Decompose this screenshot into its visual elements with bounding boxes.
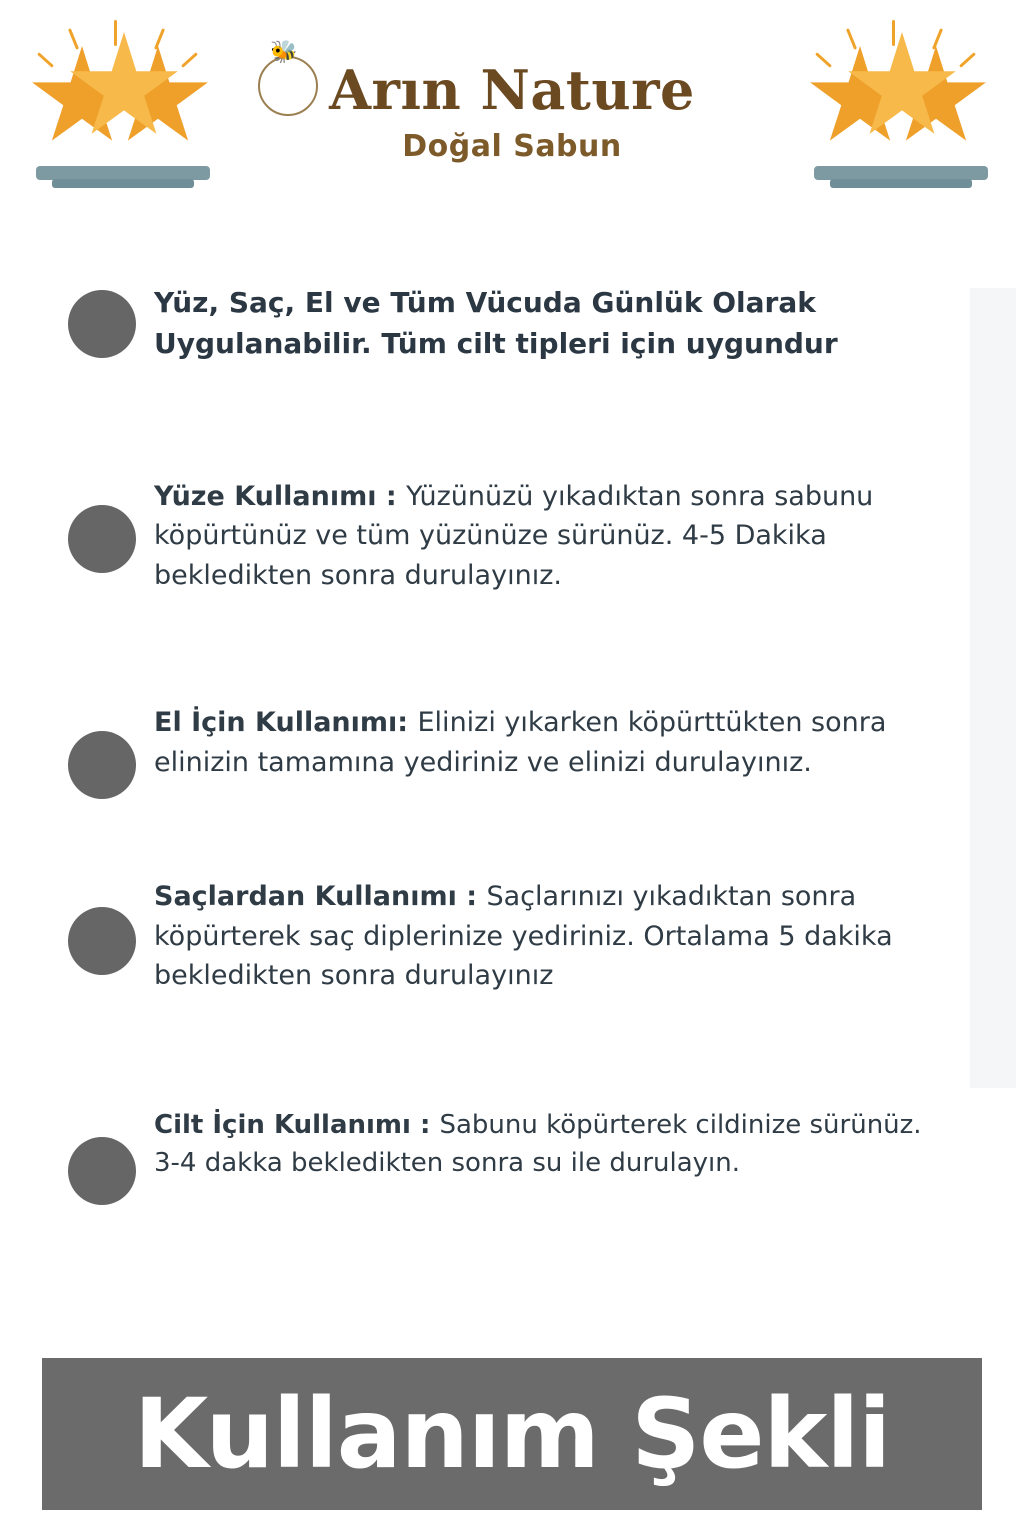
bullet-icon bbox=[68, 290, 136, 358]
list-item bbox=[0, 477, 1024, 595]
usage-list bbox=[0, 282, 1024, 1205]
spark-line bbox=[181, 52, 198, 68]
trophy-base bbox=[814, 166, 988, 180]
list-item-body: Elinizi yıkarken köpürttükten sonra elinizin tamamına yediriniz ve elinizi durulayınız. bbox=[154, 707, 887, 778]
bullet-icon bbox=[68, 731, 136, 799]
list-item-text bbox=[154, 1107, 944, 1183]
list-item-text: Yüz, Saç, El ve Tüm Vücuda Günlük Olarak Uygulanabilir. Tüm cilt tipleri için uygundur bbox=[154, 286, 838, 361]
list-item bbox=[0, 703, 1024, 799]
list-item bbox=[0, 282, 1024, 365]
footer-banner bbox=[42, 1358, 982, 1510]
list-item-lead: El İçin Kullanımı: bbox=[154, 707, 418, 739]
header bbox=[0, 0, 1024, 215]
spark-line bbox=[37, 52, 54, 68]
star-trophy-icon-right bbox=[806, 28, 996, 188]
bullet-icon bbox=[68, 1137, 136, 1205]
brand-subtitle: Doğal Sabun bbox=[402, 128, 622, 164]
spark-line bbox=[959, 52, 976, 68]
list-item bbox=[0, 877, 1024, 995]
spark-line bbox=[892, 20, 895, 46]
brand-logo bbox=[252, 40, 772, 164]
spark-line bbox=[932, 28, 943, 50]
list-item-lead: Yüze Kullanımı : bbox=[154, 480, 407, 512]
trophy-base-lower bbox=[830, 179, 972, 188]
list-item-text bbox=[154, 877, 944, 995]
list-item bbox=[0, 1107, 1024, 1205]
spark-line bbox=[154, 28, 165, 50]
trophy-base-lower bbox=[52, 179, 194, 188]
list-item-body: Saçlarınızı yıkadıktan sonra köpürterek saç diplerinize yediriniz. Ortalama 5 dakika bekledikten sonra durulayınız bbox=[154, 881, 893, 991]
spark-line bbox=[846, 28, 857, 50]
brand-name: Arın Nature bbox=[329, 58, 695, 122]
list-item-body: Yüzünüzü yıkadıktan sonra sabunu köpürtünüz ve tüm yüzünüze sürünüz. 4-5 Dakika bekledikten sonra durulayınız. bbox=[154, 480, 874, 591]
list-item-lead: Saçlardan Kullanımı : bbox=[154, 881, 487, 913]
trophy-base bbox=[36, 166, 210, 180]
spark-line bbox=[815, 52, 832, 68]
spark-line bbox=[114, 20, 117, 46]
list-item-lead: Cilt İçin Kullanımı : bbox=[154, 1110, 440, 1141]
list-item-text bbox=[154, 477, 944, 595]
bullet-icon bbox=[68, 505, 136, 573]
spark-line bbox=[68, 28, 79, 50]
star-trophy-icon-left bbox=[28, 28, 218, 188]
list-item-text bbox=[154, 703, 944, 782]
bee-circle-icon bbox=[258, 56, 318, 116]
bullet-icon bbox=[68, 907, 136, 975]
list-item-body: Sabunu köpürterek cildinize sürünüz. 3-4 dakka bekledikten sonra su ile durulayın. bbox=[154, 1110, 922, 1179]
bee-icon: 🐝 bbox=[270, 40, 298, 65]
footer-title: Kullanım Şekli bbox=[133, 1378, 891, 1490]
